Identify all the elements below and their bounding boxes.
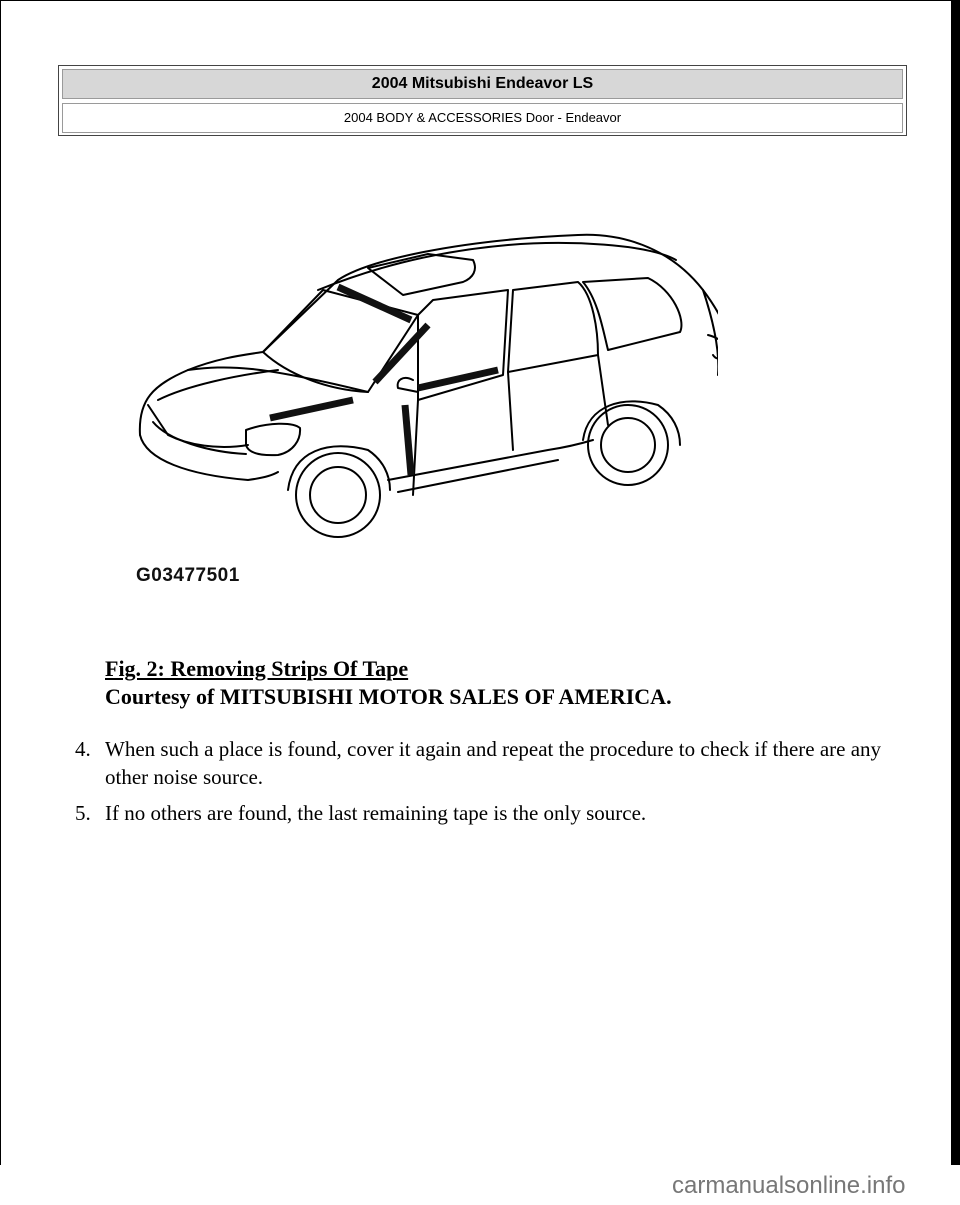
- step-item: [75, 735, 915, 791]
- figure-caption: [105, 655, 672, 711]
- procedure-steps: [75, 735, 915, 835]
- figure-code: G03477501: [136, 565, 240, 586]
- step-number: 4.: [75, 737, 91, 761]
- caption-title-link[interactable]: Fig. 2: Removing Strips Of Tape: [105, 656, 409, 681]
- caption-credit: Courtesy of MITSUBISHI MOTOR SALES OF AMERICA.: [105, 684, 672, 709]
- step-item: [75, 799, 915, 827]
- step-number: 5.: [75, 801, 91, 825]
- figure-illustration: [128, 160, 718, 650]
- step-text: If no others are found, the last remaining tape is the only source.: [105, 801, 647, 825]
- page-border-top: [0, 0, 960, 1]
- document-header: [58, 65, 907, 136]
- document-subtitle: 2004 BODY & ACCESSORIES Door - Endeavor: [62, 103, 903, 133]
- page-border-left: [0, 0, 1, 1165]
- document-title: 2004 Mitsubishi Endeavor LS: [62, 69, 903, 99]
- page-border-right: [951, 0, 960, 1165]
- step-text: When such a place is found, cover it again and repeat the procedure to check if there are any other noise source.: [105, 737, 882, 789]
- footer-watermark: carmanualsonline.info: [672, 1172, 906, 1199]
